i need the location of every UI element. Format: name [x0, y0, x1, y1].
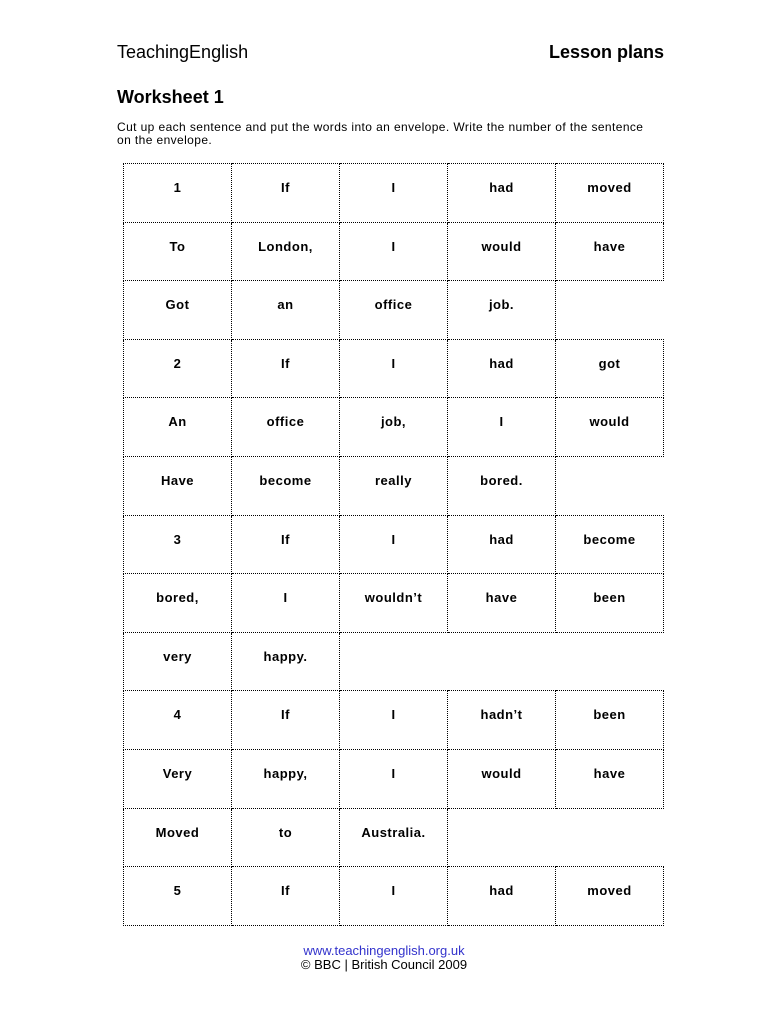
word-card: office: [340, 281, 448, 340]
word-card: very: [124, 632, 232, 691]
empty-cell: [556, 808, 664, 867]
empty-cell: [448, 632, 556, 691]
word-card: had: [448, 339, 556, 398]
word-card: If: [232, 867, 340, 926]
word-card: hadn’t: [448, 691, 556, 750]
word-card: have: [556, 749, 664, 808]
word-card: bored.: [448, 456, 556, 515]
word-card: bored,: [124, 574, 232, 633]
card-row: [124, 867, 664, 926]
word-card: 3: [124, 515, 232, 574]
word-card: If: [232, 691, 340, 750]
word-card: 4: [124, 691, 232, 750]
word-card: I: [340, 691, 448, 750]
empty-cell: [340, 632, 448, 691]
word-card: I: [340, 867, 448, 926]
word-card: happy.: [232, 632, 340, 691]
card-row: [124, 222, 664, 281]
word-card: moved: [556, 867, 664, 926]
word-card: An: [124, 398, 232, 457]
word-card: I: [340, 515, 448, 574]
section-title: Lesson plans: [548, 42, 664, 62]
card-row: [124, 281, 664, 340]
word-card: would: [448, 749, 556, 808]
word-card: wouldn’t: [340, 574, 448, 633]
empty-cell: [556, 456, 664, 515]
website-link[interactable]: www.teachingenglish.org.uk: [303, 943, 465, 958]
word-card: I: [232, 574, 340, 633]
empty-cell: [556, 632, 664, 691]
word-card: I: [340, 222, 448, 281]
word-card: been: [556, 691, 664, 750]
card-row: [124, 164, 664, 223]
word-card: I: [448, 398, 556, 457]
card-row: [124, 749, 664, 808]
brand-name: TeachingEnglish: [117, 42, 249, 62]
word-card-grid: [123, 163, 664, 926]
word-card: to: [232, 808, 340, 867]
word-card: have: [556, 222, 664, 281]
word-card: If: [232, 339, 340, 398]
word-card: To: [124, 222, 232, 281]
word-card: would: [448, 222, 556, 281]
word-card: been: [556, 574, 664, 633]
card-row: [124, 691, 664, 750]
word-card: If: [232, 164, 340, 223]
word-card: had: [448, 164, 556, 223]
word-card: I: [340, 749, 448, 808]
word-card: would: [556, 398, 664, 457]
word-card: happy,: [232, 749, 340, 808]
word-card: had: [448, 867, 556, 926]
card-row: [124, 808, 664, 867]
card-row: [124, 339, 664, 398]
word-card: I: [340, 164, 448, 223]
word-card: job.: [448, 281, 556, 340]
word-card: become: [232, 456, 340, 515]
card-row: [124, 456, 664, 515]
word-card: 1: [124, 164, 232, 223]
word-card: have: [448, 574, 556, 633]
card-row: [124, 398, 664, 457]
card-row: [124, 632, 664, 691]
word-card: If: [232, 515, 340, 574]
word-card: got: [556, 339, 664, 398]
word-card: I: [340, 339, 448, 398]
word-card: Very: [124, 749, 232, 808]
word-card: become: [556, 515, 664, 574]
word-card: really: [340, 456, 448, 515]
card-row: [124, 574, 664, 633]
worksheet-instructions: Cut up each sentence and put the words into an envelope. Write the number of the sentence on the envelope.: [117, 120, 644, 147]
word-card: had: [448, 515, 556, 574]
empty-cell: [448, 808, 556, 867]
word-card: moved: [556, 164, 664, 223]
page-footer: [0, 944, 768, 972]
empty-cell: [556, 281, 664, 340]
word-card: office: [232, 398, 340, 457]
word-card: Australia.: [340, 808, 448, 867]
word-card: Have: [124, 456, 232, 515]
word-card: 2: [124, 339, 232, 398]
worksheet-title: Worksheet 1: [117, 87, 224, 107]
copyright-notice: © BBC | British Council 2009: [300, 957, 468, 972]
card-row: [124, 515, 664, 574]
word-card: an: [232, 281, 340, 340]
word-card: Moved: [124, 808, 232, 867]
word-card: London,: [232, 222, 340, 281]
word-card: job,: [340, 398, 448, 457]
word-card: 5: [124, 867, 232, 926]
word-card: Got: [124, 281, 232, 340]
